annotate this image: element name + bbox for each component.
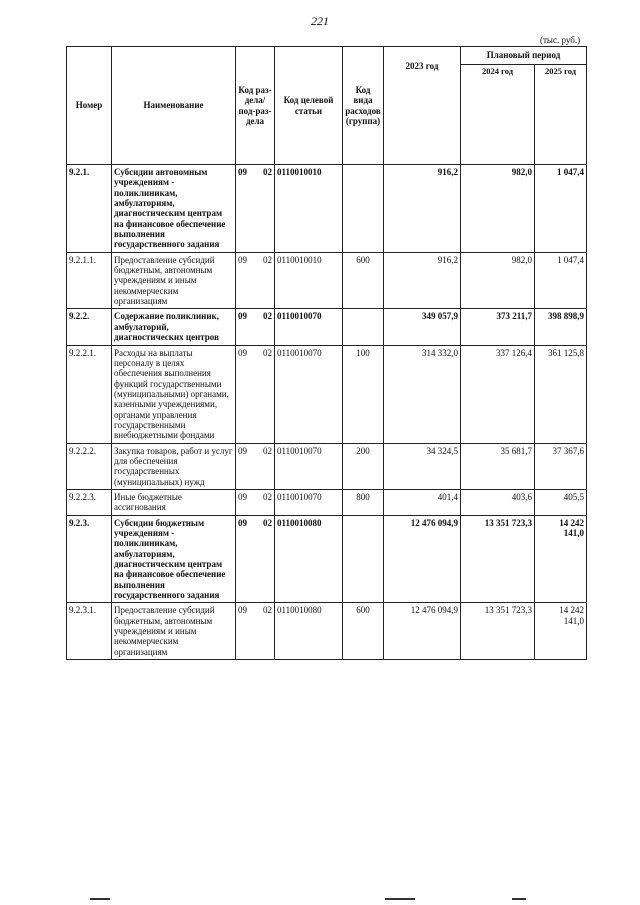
- budget-table: [66, 46, 587, 660]
- row-rz: 09: [238, 254, 247, 265]
- row-vr: 600: [343, 252, 384, 309]
- header-name: Наименование: [112, 47, 236, 165]
- header-2024: 2024 год: [461, 65, 535, 165]
- row-2023: 314 332,0: [384, 345, 461, 443]
- row-2024: 337 126,4: [461, 345, 535, 443]
- row-vr: [343, 515, 384, 603]
- row-name: Предоставление субсидий бюджетным, автономным учреждениям и иным некоммерческим организациям: [112, 603, 236, 660]
- row-2023: 34 324,5: [384, 443, 461, 489]
- row-2024: 982,0: [461, 165, 535, 253]
- row-rz: 09: [238, 491, 247, 502]
- table-body: [67, 165, 587, 660]
- row-2025: 398 898,9: [535, 309, 587, 345]
- row-2023: 401,4: [384, 489, 461, 515]
- header-plan-period: Плановый период: [461, 47, 587, 65]
- table-row: [67, 252, 587, 309]
- scan-mark-left: [90, 898, 110, 900]
- table-row: [67, 165, 587, 253]
- scan-mark-right: [512, 898, 526, 900]
- row-csr: 0110010010: [275, 252, 343, 309]
- row-2025: 1 047,4: [535, 252, 587, 309]
- row-rz: 09: [238, 347, 247, 358]
- row-rz: 09: [238, 311, 247, 322]
- header-2025: 2025 год: [535, 65, 587, 165]
- units-label: (тыс. руб.): [540, 35, 581, 45]
- header-csr: Код целевой статьи: [275, 47, 343, 165]
- row-2023: 916,2: [384, 165, 461, 253]
- row-number: 9.2.3.: [67, 515, 112, 603]
- row-number: 9.2.2.2.: [67, 443, 112, 489]
- row-name: Иные бюджетные ассигнования: [112, 489, 236, 515]
- table-row: [67, 603, 587, 660]
- row-razdel: [236, 309, 275, 345]
- row-vr: 200: [343, 443, 384, 489]
- row-vr: [343, 309, 384, 345]
- row-pr: 02: [263, 311, 272, 322]
- row-number: 9.2.1.: [67, 165, 112, 253]
- row-razdel: [236, 165, 275, 253]
- table-row: [67, 515, 587, 603]
- row-name: Расходы на выплаты персоналу в целях обеспечения выполнения функций государственными (муниципальными) органами, казенными учреждениями, органами управления государственными внебюджетными фондами: [112, 345, 236, 443]
- row-number: 9.2.2.3.: [67, 489, 112, 515]
- row-pr: 02: [263, 517, 272, 528]
- scan-mark-center: [385, 898, 415, 900]
- header-razdel: Код раз-дела/ под-раз-дела: [236, 47, 275, 165]
- table-row: [67, 345, 587, 443]
- row-csr: 0110010070: [275, 309, 343, 345]
- row-csr: 0110010070: [275, 489, 343, 515]
- row-razdel: [236, 345, 275, 443]
- row-number: 9.2.3.1.: [67, 603, 112, 660]
- row-pr: 02: [263, 254, 272, 265]
- row-name: Закупка товаров, работ и услуг для обеспечения государственных (муниципальных) нужд: [112, 443, 236, 489]
- table-row: [67, 489, 587, 515]
- row-2025: 405,5: [535, 489, 587, 515]
- row-vr: 600: [343, 603, 384, 660]
- row-2025: 361 125,8: [535, 345, 587, 443]
- row-pr: 02: [263, 491, 272, 502]
- row-2023: 349 057,9: [384, 309, 461, 345]
- row-2025: 14 242 141,0: [535, 603, 587, 660]
- row-razdel: [236, 489, 275, 515]
- row-2024: 373 211,7: [461, 309, 535, 345]
- page-number: 221: [311, 14, 329, 28]
- row-pr: 02: [263, 445, 272, 456]
- row-number: 9.2.2.: [67, 309, 112, 345]
- row-pr: 02: [263, 605, 272, 616]
- row-csr: 0110010070: [275, 443, 343, 489]
- header-number: Номер: [67, 47, 112, 165]
- row-rz: 09: [238, 167, 247, 177]
- row-pr: 02: [263, 347, 272, 358]
- row-vr: 100: [343, 345, 384, 443]
- row-2023: 12 476 094,9: [384, 515, 461, 603]
- row-csr: 0110010080: [275, 603, 343, 660]
- table-row: [67, 443, 587, 489]
- row-name: Субсидии автономным учреждениям - поликлиникам, амбулаториям, диагностическим центрам на финансовое обеспечение выполнения государственного задания: [112, 165, 236, 253]
- row-name: Субсидии бюджетным учреждениям - поликлиникам, амбулаториям, диагностическим центрам на финансовое обеспечение выполнения государственного задания: [112, 515, 236, 603]
- row-name: Предоставление субсидий бюджетным, автономным учреждениям и иным некоммерческим организациям: [112, 252, 236, 309]
- row-2024: 403,6: [461, 489, 535, 515]
- table-header: [67, 47, 587, 165]
- row-2024: 13 351 723,3: [461, 603, 535, 660]
- header-vr: Код вида расходов (группа): [343, 47, 384, 165]
- row-csr: 0110010080: [275, 515, 343, 603]
- row-rz: 09: [238, 517, 247, 528]
- row-pr: 02: [263, 167, 272, 177]
- row-rz: 09: [238, 445, 247, 456]
- row-csr: 0110010010: [275, 165, 343, 253]
- row-2024: 982,0: [461, 252, 535, 309]
- row-razdel: [236, 515, 275, 603]
- row-number: 9.2.2.1.: [67, 345, 112, 443]
- row-vr: [343, 165, 384, 253]
- row-razdel: [236, 603, 275, 660]
- row-razdel: [236, 252, 275, 309]
- row-rz: 09: [238, 605, 247, 616]
- row-2025: 37 367,6: [535, 443, 587, 489]
- header-2023: 2023 год: [384, 47, 461, 165]
- row-2024: 13 351 723,3: [461, 515, 535, 603]
- row-2025: 1 047,4: [535, 165, 587, 253]
- row-2023: 916,2: [384, 252, 461, 309]
- row-razdel: [236, 443, 275, 489]
- row-name: Содержание поликлиник, амбулаторий, диагностических центров: [112, 309, 236, 345]
- row-csr: 0110010070: [275, 345, 343, 443]
- row-2023: 12 476 094,9: [384, 603, 461, 660]
- row-number: 9.2.1.1.: [67, 252, 112, 309]
- row-2024: 35 681,7: [461, 443, 535, 489]
- table-row: [67, 309, 587, 345]
- row-2025: 14 242 141,0: [535, 515, 587, 603]
- row-vr: 800: [343, 489, 384, 515]
